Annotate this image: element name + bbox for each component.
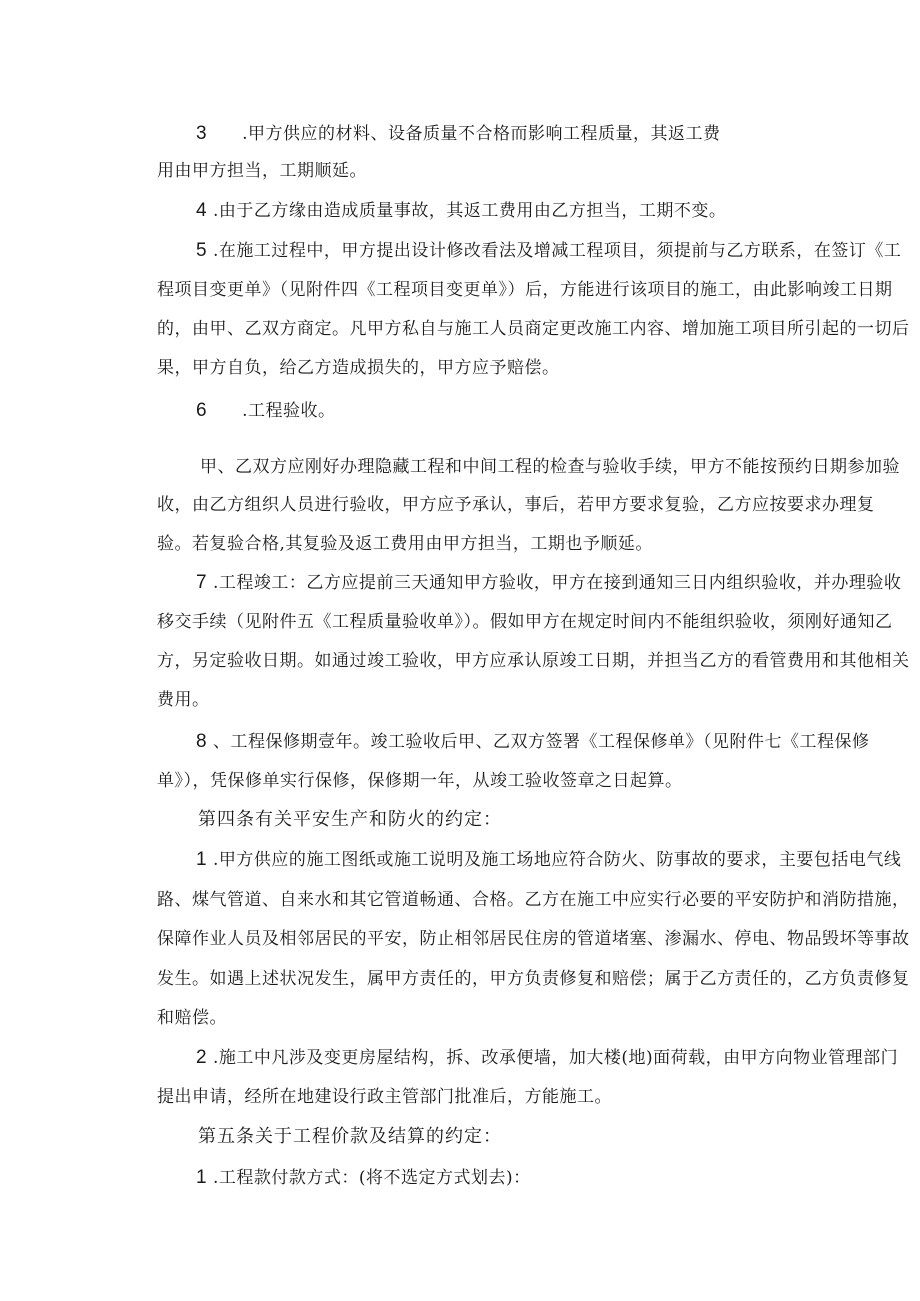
clause-5-line-4: 果，甲方自负，给乙方造成损失的，甲方应予赔偿。 bbox=[157, 358, 560, 378]
clause-5-line-2: 程项目变更单》（见附件四《工程项目变更单》）后，方能进行该项目的施工，由此影响竣工日期 bbox=[157, 280, 893, 300]
clause-6-line-3: 收，由乙方组织人员进行验收，甲方应予承认，事后，若甲方要求复验，乙方应按要求办理复 bbox=[157, 495, 875, 515]
clause-7-line-1: 7 .工程竣工：乙方应提前三天通知甲方验收，甲方在接到通知三日内组织验收，并办理验收 bbox=[196, 572, 902, 593]
article-4-clause-1-line-1: 1 .甲方供应的施工图纸或施工说明及施工场地应符合防火、防事故的要求，主要包括电气线 bbox=[196, 849, 902, 870]
article-4-clause-2-line-2: 提出申请，经所在地建设行政主管部门批准后，方能施工。 bbox=[157, 1087, 612, 1107]
article-5-heading: 第五条关于工程价款及结算的约定： bbox=[198, 1126, 502, 1147]
clause-7-line-2: 移交手续（见附件五《工程质量验收单》）。假如甲方在规定时间内不能组织验收，须刚好通知乙 bbox=[157, 612, 893, 632]
article-4-clause-1-line-5: 和赔偿。 bbox=[157, 1008, 227, 1028]
article-4-clause-1-line-4: 发生。如遇上述状况发生，属甲方责任的，甲方负责修复和赔偿；属于乙方责任的，乙方负责修复 bbox=[157, 969, 910, 989]
article-4-clause-1-line-2: 路、煤气管道、自来水和其它管道畅通、合格。乙方在施工中应实行必要的平安防护和消防措施， bbox=[157, 890, 910, 910]
clause-4-line-1: 4 .由于乙方缘由造成质量事故，其返工费用由乙方担当，工期不变。 bbox=[196, 200, 727, 221]
clause-6-line-1: 6 .工程验收。 bbox=[196, 400, 336, 421]
clause-6-line-2: 甲、乙双方应刚好办理隐藏工程和中间工程的检查与验收手续，甲方不能按预约日期参加验 bbox=[200, 457, 900, 477]
clause-7-line-4: 费用。 bbox=[157, 690, 210, 710]
clause-3-line-2: 用由甲方担当，工期顺延。 bbox=[157, 161, 367, 181]
clause-8-line-2: 单》），凭保修单实行保修，保修期一年，从竣工验收签章之日起算。 bbox=[157, 771, 683, 791]
clause-8-line-1: 8 、工程保修期壹年。竣工验收后甲、乙双方签署《工程保修单》（见附件七《工程保修 bbox=[196, 731, 870, 752]
article-4-clause-2-line-1: 2 .施工中凡涉及变更房屋结构，拆、改承便墙，加大楼(地)面荷载，由甲方向物业管理部门 bbox=[196, 1047, 899, 1068]
clause-6-line-4: 验。若复验合格,其复验及返工费用由甲方担当，工期也予顺延。 bbox=[157, 534, 653, 554]
article-5-clause-1-line-1: 1 .工程款付款方式：(将不选定方式划去)： bbox=[196, 1167, 531, 1188]
clause-3-line-1: 3 .甲方供应的材料、设备质量不合格而影响工程质量，其返工费 bbox=[196, 123, 721, 144]
article-4-heading: 第四条有关平安生产和防火的约定： bbox=[198, 809, 502, 830]
clause-7-line-3: 方，另定验收日期。如通过竣工验收，甲方应承认原竣工日期，并担当乙方的看管费用和其他相关 bbox=[157, 651, 910, 671]
article-4-clause-1-line-3: 保障作业人员及相邻居民的平安，防止相邻居民住房的管道堵塞、渗漏水、停电、物品毁坏等事故 bbox=[157, 929, 910, 949]
clause-5-line-3: 的，由甲、乙双方商定。凡甲方私自与施工人员商定更改施工内容、增加施工项目所引起的一切后 bbox=[157, 319, 910, 339]
clause-5-line-1: 5 .在施工过程中，甲方提出设计修改看法及增减工程项目，须提前与乙方联系，在签订《工 bbox=[196, 240, 902, 261]
